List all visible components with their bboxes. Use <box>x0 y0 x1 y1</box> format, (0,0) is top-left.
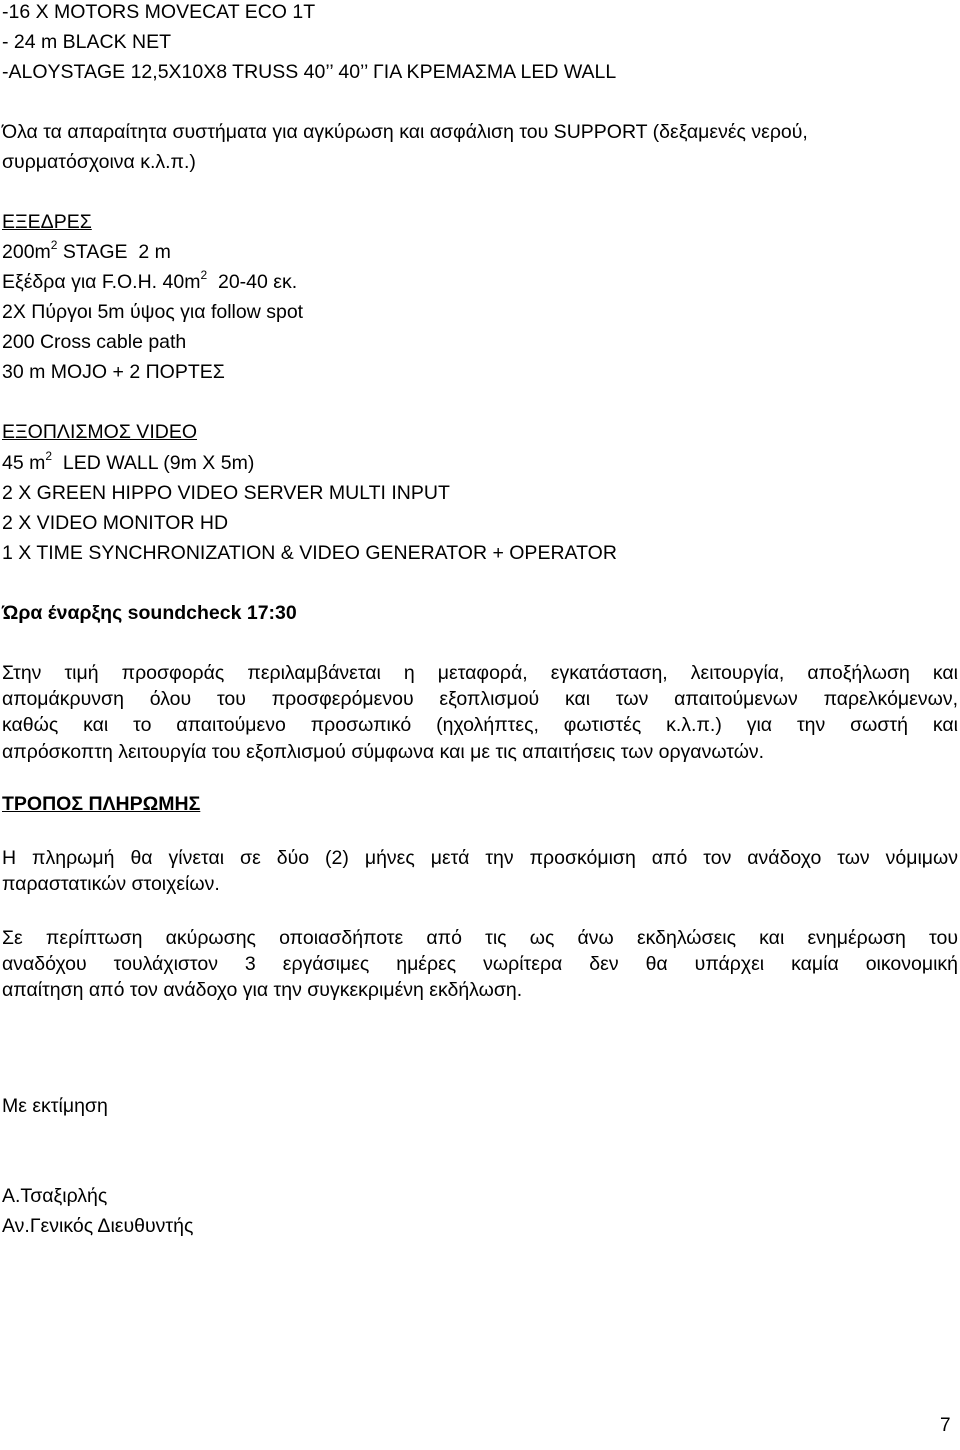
led-wall-post: LED WALL (9m X 5m) <box>52 452 255 474</box>
signatory-title: Αν.Γενικός Διευθυντής <box>2 1215 194 1237</box>
video-server-line: 2 X GREEN HIPPO VIDEO SERVER MULTI INPUT <box>2 482 450 504</box>
page-number: 7 <box>940 1415 951 1436</box>
equipment-item-motors: -16 X MOTORS MOVECAT ECO 1T <box>2 1 316 23</box>
cable-line: 200 Cross cable path <box>2 331 187 353</box>
video-heading <box>2 420 197 444</box>
closing-regards: Με εκτίμηση <box>2 1095 108 1117</box>
foh-line <box>2 270 297 294</box>
mojo-line: 30 m MOJO + 2 ΠΟΡΤΕΣ <box>2 361 225 383</box>
support-line-1: Όλα τα απαραίτητα συστήματα για αγκύρωση και ασφάλιση του SUPPORT (δεξαμενές νερού, <box>2 121 808 143</box>
stage-line-post: STAGE 2 m <box>57 241 171 263</box>
time-sync-line: 1 X TIME SYNCHRONIZATION & VIDEO GENERATOR + OPERATOR <box>2 542 617 564</box>
signatory-name: Α.Τσαξιρλής <box>2 1185 108 1207</box>
equipment-item-black-net: - 24 m BLACK NET <box>2 31 172 53</box>
stages-heading <box>2 210 92 234</box>
offer-line-3: καθώς και το απαιτούμενο προσωπικό (ηχολήπτες, φωτιστές κ.λ.π.) για την σωστή και <box>2 714 958 736</box>
video-heading-text: ΕΞΟΠΛΙΣΜΟΣ VIDEO <box>2 421 197 443</box>
foh-line-pre: Εξέδρα για F.O.H. 40m <box>2 271 201 293</box>
payment-line-2: παραστατικών στοιχείων. <box>2 873 220 895</box>
cancellation-line-3: απαίτηση από τον ανάδοχο για την συγκεκριμένη εκδήλωση. <box>2 979 523 1001</box>
led-wall-sup: 2 <box>45 449 53 463</box>
offer-line-2: απομάκρυνση όλου του προσφερόμενου εξοπλισμού και των απαιτούμενων παρελκόμενων, <box>2 688 958 710</box>
foh-line-sup: 2 <box>200 268 208 282</box>
stage-line <box>2 240 171 264</box>
payment-heading-text: ΤΡΟΠΟΣ ΠΛΗΡΩΜΗΣ <box>2 793 201 815</box>
cancellation-line-1: Σε περίπτωση ακύρωσης οποιασδήποτε από τις ως άνω εκδηλώσεις και ενημέρωση του <box>2 927 958 949</box>
towers-line: 2Χ Πύργοι 5m ύψος για follow spot <box>2 301 304 323</box>
led-wall-line <box>2 451 254 475</box>
stage-line-pre: 200m <box>2 241 51 263</box>
stage-line-sup: 2 <box>50 238 58 252</box>
video-monitor-line: 2 X VIDEO MONITOR HD <box>2 512 229 534</box>
offer-line-1: Στην τιμή προσφοράς περιλαμβάνεται η μεταφορά, εγκατάσταση, λειτουργία, αποξήλωση και <box>2 662 958 684</box>
foh-line-post: 20-40 εκ. <box>207 271 298 293</box>
payment-heading <box>2 792 200 816</box>
soundcheck-time: Ώρα έναρξης soundcheck 17:30 <box>2 602 297 624</box>
stages-heading-text: ΕΞΕΔΡΕΣ <box>2 211 92 233</box>
cancellation-line-2: αναδόχου τουλάχιστον 3 εργάσιμες ημέρες νωρίτερα δεν θα υπάρχει καμία οικονομική <box>2 953 958 975</box>
offer-line-4: απρόσκοπτη λειτουργία του εξοπλισμού σύμφωνα και με τις απαιτήσεις των οργανωτών. <box>2 741 765 763</box>
payment-line-1: Η πληρωμή θα γίνεται σε δύο (2) μήνες μετά την προσκόμιση από τον ανάδοχο των νόμιμων <box>2 847 958 869</box>
led-wall-pre: 45 m <box>2 452 46 474</box>
equipment-item-truss: -ALOYSTAGE 12,5X10X8 TRUSS 40’’ 40’’ ΓΙΑ ΚΡΕΜΑΣΜΑ LED WALL <box>2 61 617 83</box>
support-line-2: συρματόσχοινα κ.λ.π.) <box>2 151 196 173</box>
